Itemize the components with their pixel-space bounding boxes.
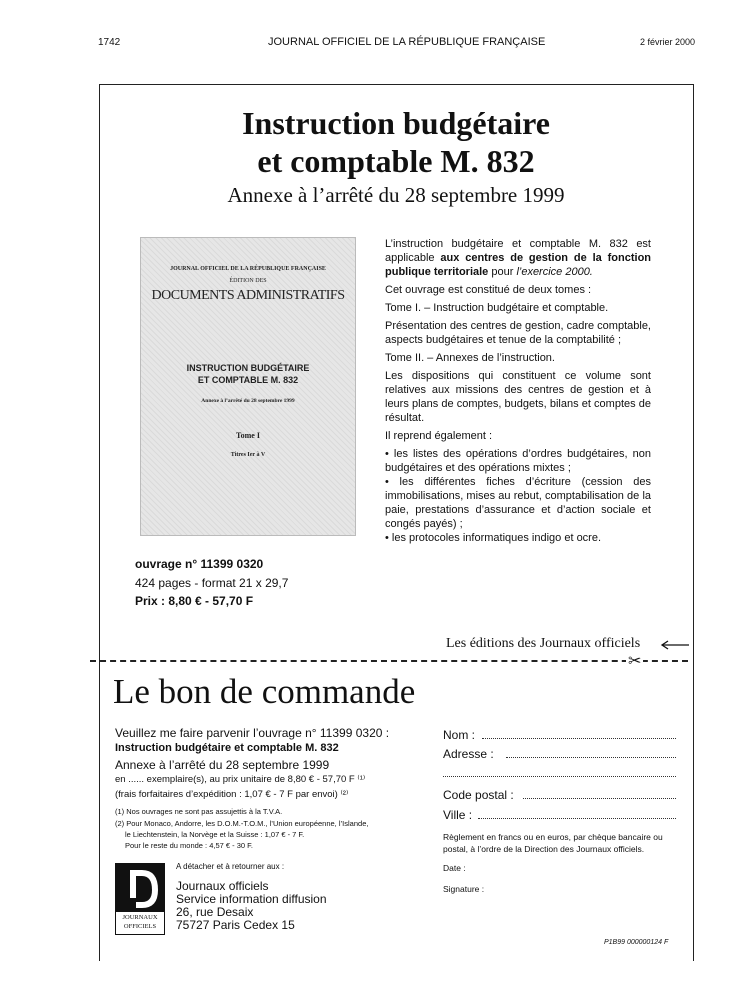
order-shipping-line: (frais forfaitaires d’expédition : 1,07 € - 7 F par envoi) ⁽²⁾ [115,789,349,800]
description-reprend: Il reprend également : [385,430,493,442]
detach-label: A détacher et à retourner aux : [176,862,285,871]
description-intro: L’instruction budgétaire et comptable M. 832 est applicable aux centres de gestion de la fonction publique territoriale pour l’exercice 2000. [385,238,652,278]
address-line-4: 75727 Paris Cedex 15 [176,918,295,932]
title-line-2: et comptable M. 832 [257,143,535,179]
cover-journal: JOURNAL OFFICIEL DE LA RÉPUBLIQUE FRANÇAISE [170,266,326,272]
address-line-3: 26, rue Desaix [176,905,254,919]
nom-label: Nom : [443,728,476,742]
cover-tome: Tome I [236,431,260,440]
footnote-4: Pour le reste du monde : 4,57 € - 30 F. [125,841,253,850]
adresse-field[interactable] [506,756,676,758]
ville-field[interactable] [478,817,676,819]
cover-documents: DOCUMENTS ADMINISTRATIFS [151,288,345,303]
description-tomes: Cet ouvrage est constitué de deux tomes : [385,284,592,296]
description-bullet-2: • les différentes fiches d’écriture (cession des immobilisations, mises au rebut, comptabilisation de la paie, prestations d’assurance et d’action sociale et congés payés) ; [385,476,651,530]
footnote-3: le Liechtenstein, la Norvège et la Suisse : 1,07 € - 7 F. [125,830,305,839]
cover-instruction-2: ET COMPTABLE M. 832 [197,375,299,385]
footnote-2: (2) Pour Monaco, Andorre, les D.O.M.-T.O.M., l’Union européenne, l’Islande, [115,819,369,828]
title-annexe: Annexe à l’arrêté du 28 septembre 1999 [227,183,565,207]
order-request: Veuillez me faire parvenir l’ouvrage n° 11399 0320 : [115,726,390,740]
logo-text-1: JOURNAUX [122,914,158,921]
signature-label[interactable]: Signature : [443,884,485,894]
nom-field[interactable] [482,737,676,739]
footnote-1: (1) Nos ouvrages ne sont pas assujettis à la T.V.A. [115,807,283,816]
page-number: 1742 [98,37,121,48]
editions-label: Les éditions des Journaux officiels [446,636,641,651]
description-presentation: Présentation des centres de gestion, cadre comptable, aspects budgétaires et tenue de la comptabilité ; [385,320,651,346]
scissors-icon: ✂ [628,653,642,670]
ouvrage-price: Prix : 8,80 € - 57,70 F [135,594,254,608]
logo-mark-icon [116,864,164,912]
description-tome-1: Tome I. – Instruction budgétaire et comptable. [385,302,609,314]
description-bullet-3: • les protocoles informatiques indigo et ocre. [385,532,602,544]
logo-text-2: OFFICIELS [123,923,157,930]
issue-date: 2 février 2000 [640,37,696,47]
adresse-label: Adresse : [443,747,494,761]
date-label[interactable]: Date : [443,863,466,873]
journaux-officiels-logo [115,863,165,935]
journal-title: JOURNAL OFFICIEL DE LA RÉPUBLIQUE FRANÇAISE [268,36,546,48]
cover-annexe: Annexe à l’arrêté du 28 septembre 1999 [201,398,295,404]
cover-instruction-1: INSTRUCTION BUDGÉTAIRE [186,363,310,373]
code-postal-field[interactable] [523,797,676,799]
book-cover-image [140,237,356,536]
ouvrage-number: ouvrage n° 11399 0320 [135,557,264,571]
address-block [176,880,327,932]
ville-label: Ville : [443,808,473,822]
reglement-note: Règlement en francs ou en euros, par chèque bancaire ou postal, à l’ordre de la Direction des Journaux officiels. [443,832,663,854]
description-tome-2: Tome II. – Annexes de l’instruction. [385,352,555,364]
code-postal-label: Code postal : [443,788,514,802]
description-bullet-1: • les listes des opérations d’ordres budgétaires, non budgétaires et des opérations mixtes ; [385,448,651,474]
order-quantity-line[interactable]: en ...... exemplaire(s), au prix unitaire de 8,80 € - 57,70 F ⁽¹⁾ [115,774,366,785]
order-form-heading: Le bon de commande [113,672,416,711]
cover-edition: ÉDITION DES [229,278,267,284]
arrow-left-icon [660,640,690,650]
description-dispositions: Les dispositions qui constituent ce volume sont relatives aux missions des centres de gestion et à leurs plans de comptes, budgets, bilans et comptes de résultat. [385,370,651,424]
order-title: Instruction budgétaire et comptable M. 832 [115,742,339,754]
description-column [385,237,651,549]
order-annexe: Annexe à l’arrêté du 28 septembre 1999 [115,758,330,772]
cover-titres: Titres Ier à V [230,452,266,458]
ouvrage-pages: 424 pages - format 21 x 29,7 [135,576,289,590]
adresse-field-2[interactable] [443,775,676,777]
title-line-1: Instruction budgétaire [242,105,550,141]
reference-code: P1B99 000000124 F [604,939,669,946]
address-line-1: Journaux officiels [176,879,269,893]
cut-line [90,660,688,662]
address-line-2: Service information diffusion [176,892,327,906]
